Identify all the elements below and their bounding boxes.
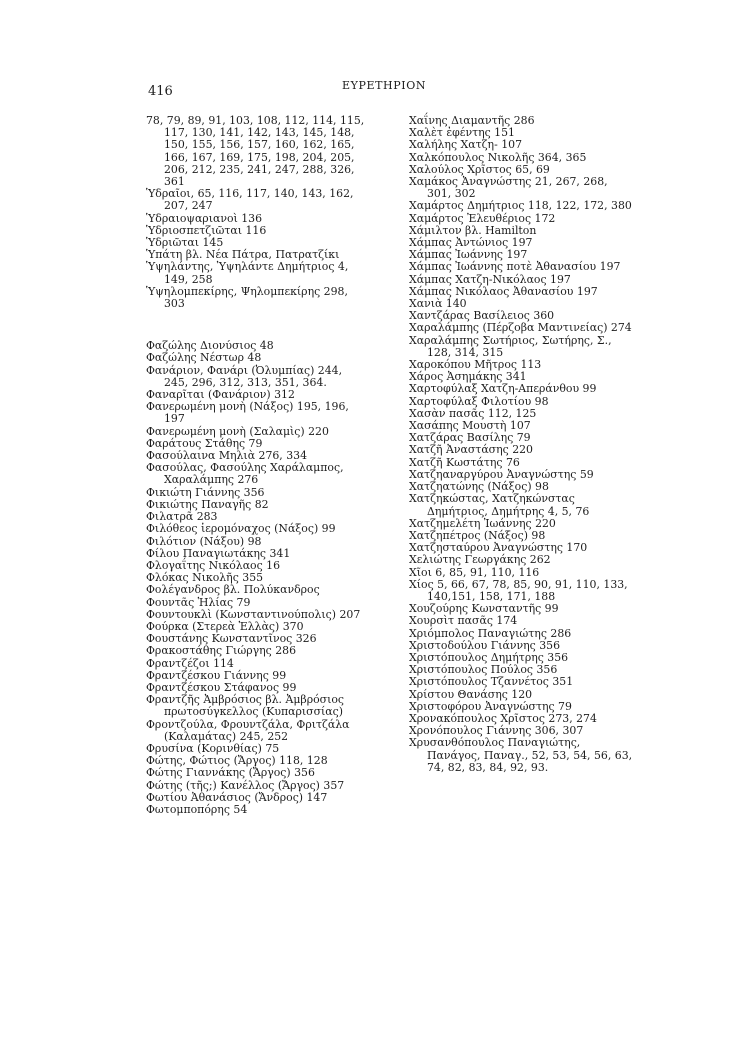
index-entry: Χουζούρης Κωνσταντῆς 99 (409, 602, 559, 616)
index-entry: Χριστόπουλος Πούλος 356 (409, 663, 558, 677)
index-entry: Χατζηατώνης (Νάξος) 98 (409, 480, 549, 494)
index-entry: Φρακοστάθης Γιώργης 286 (146, 644, 296, 658)
index-entry: Φιλόθεος ἱερομόναχος (Νάξος) 99 (146, 522, 336, 536)
index-entry: Φανάριον, Φανάρι (Ὀλυμπίας) 244, 245, 296, 312, 313, 351, 364. (146, 363, 343, 389)
index-entry: Χαροκόπου Μῆτρος 113 (409, 358, 542, 372)
index-entry: Χαντζάρας Βασίλειος 360 (409, 309, 555, 323)
index-entry: Χαλκόπουλος Νικολῆς 364, 365 (409, 150, 587, 164)
index-entry: Φανερωμένη μονὴ (Σαλαμὶς) 220 (146, 424, 329, 438)
page-title: ΕΥΡΕΤΗΡΙΟΝ (342, 79, 427, 92)
index-entry: Χατζηπέτρος (Νάξος) 98 (409, 528, 546, 542)
index-entry: Χαρτοφύλαξ Χατζη-Απεράνθου 99 (409, 382, 597, 396)
index-entry: Χαλούλος Χρῖστος 65, 69 (409, 162, 550, 176)
index-entry: Χάμπας Χατζη-Νικόλαος 197 (409, 272, 571, 286)
right-entries-ch (409, 115, 635, 774)
index-entry: Ὑδραιοψαριανοὶ 136 (146, 211, 263, 225)
index-entry: Χαραλάμπης (Πέρζοβα Μαντινείας) 274 (409, 321, 632, 335)
index-entry: Ὑδραῖοι, 65, 116, 117, 140, 143, 162, 207, 247 (146, 187, 354, 213)
index-entry: Χάμπας Ἀντώνιος 197 (409, 236, 533, 250)
index-entry: Χανιὰ 140 (409, 297, 467, 311)
index-entry: Χαμάρτος Δημήτριος 118, 122, 172, 380 (409, 199, 632, 213)
index-entry: Χριόμπολος Παναγιώτης 286 (409, 626, 572, 640)
index-entry: Φωτίου Ἀθανάσιος (Ἄνδρος) 147 (146, 790, 328, 804)
index-entry: Χουρσὶτ πασᾶς 174 (409, 614, 518, 628)
index-entry: Χριστόπουλος Τζαννέτος 351 (409, 675, 574, 689)
index-entry: Φαράτους Στάθης 79 (146, 436, 263, 450)
index-entry: Φραντζέσκου Γιάννης 99 (146, 668, 287, 682)
index-entry: Χρίστου Θανάσης 120 (409, 687, 533, 701)
index-entry: Χατζημελέτη Ἰωάννης 220 (409, 516, 556, 530)
index-entry: Ὑδριῶται 145 (146, 236, 224, 250)
index-entry: Χατζησταύρου Ἀναγνώστης 170 (409, 541, 588, 555)
index-entry: Ὑδριοσπετζιῶται 116 (146, 223, 267, 237)
left-column (146, 115, 368, 816)
index-entry: Φικιώτης Παναγῆς 82 (146, 497, 269, 511)
index-entry: Χρυσανθόπουλος Παναγιώτης, Πανάγος, Παναγ., 52, 53, 54, 56, 63, 74, 82, 83, 84, 92, 93. (409, 736, 633, 774)
index-entry: Φούρκα (Στερεὰ Ἑλλὰς) 370 (146, 619, 304, 633)
index-entry: Φραντζέζοι 114 (146, 656, 234, 670)
index-entry: Χάμπας Ἰωάννης ποτὲ Ἀθανασίου 197 (409, 260, 621, 274)
index-entry: Χαλήλης Χατζη- 107 (409, 138, 523, 152)
index-entry: Χαμάκος Ἀναγνώστης 21, 267, 268, 301, 302 (409, 175, 608, 201)
index-entry: Φραντζέσκου Στάφανος 99 (146, 680, 297, 694)
index-entry: Φολέγανδρος βλ. Πολύκανδρος (146, 583, 320, 597)
index-entry: Χαλὲτ ἐφέντης 151 (409, 126, 515, 140)
index-entry: Φλόκας Νικολῆς 355 (146, 571, 264, 585)
index-entry: Χάμπας Νικόλαος Ἀθανασίου 197 (409, 284, 598, 298)
left-entries-y (146, 115, 368, 310)
index-entry: Χατζηαναργύρου Ἀναγνώστης 59 (409, 467, 594, 481)
index-entry: Χριστοδούλου Γιάννης 356 (409, 638, 561, 652)
index-entry: Φρυσίνα (Κορινθίας) 75 (146, 741, 280, 755)
index-entry: Χριστόπουλος Δημήτρης 356 (409, 650, 569, 664)
index-entry: Ὑπάτη βλ. Νέα Πάτρα, Πατρατζίκι (146, 248, 340, 262)
index-entry: Χριστοφόρου Ἀναγνώστης 79 (409, 699, 572, 713)
index-entry: Χασάπης Μουστὴ 107 (409, 419, 531, 433)
index-entry: Φουντᾶς Ἡλίας 79 (146, 595, 251, 609)
index-entry: Χαραλάμπης Σωτήριος, Σωτήρης, Σ., 128, 314, 315 (409, 333, 612, 359)
index-entry: Χάρος Ἀσημάκης 341 (409, 370, 527, 384)
index-entry: Φαζώλης Διονύσιος 48 (146, 339, 274, 353)
index-entry: Χαμάρτος Ἐλευθέριος 172 (409, 211, 556, 225)
index-entry: Φραντζῆς Ἀμβρόσιος βλ. Ἀμβρόσιος πρωτοσύγκελλος (Κυπαρισσίας) (146, 693, 345, 719)
index-entry: Φίλου Παναγιωτάκης 341 (146, 546, 291, 560)
index-entry: Χατζηκώστας, Χατζηκώνστας Δημήτριος, Δημήτρης 4, 5, 76 (409, 492, 590, 518)
index-entry: Χρονόπουλος Γιάννης 306, 307 (409, 724, 584, 738)
index-entry: Φαζώλης Νέστωρ 48 (146, 351, 262, 365)
index-entry: Φώτης (τῆς;) Κανέλλος (Ἄργος) 357 (146, 778, 345, 792)
index-entry: Φουστάνης Κωνσταντῖνος 326 (146, 632, 317, 646)
index-entry: Φωτομποπόρης 54 (146, 802, 248, 816)
left-entries-f (146, 340, 368, 816)
index-entry: Ὑψηλάντης, Ὑψηλάντε Δημήτριος 4, 149, 258 (146, 260, 349, 286)
index-entry: Φικιώτη Γιάννης 356 (146, 485, 265, 499)
index-entry: Φώτης, Φώτιος (Ἄργος) 118, 128 (146, 754, 328, 768)
index-entry: Φώτης Γιαννάκης (Ἄργος) 356 (146, 766, 315, 780)
index-entry: Χελιώτης Γεωργάκης 262 (409, 553, 551, 567)
index-entry: Φασούλαινα Μηλιὰ 276, 334 (146, 449, 308, 463)
right-column (409, 115, 635, 774)
index-entry: Χατζάρας Βασίλης 79 (409, 431, 531, 445)
index-entry: Φιλότιον (Νάξου) 98 (146, 534, 262, 548)
index-entry: Χάμπας Ἰωάννης 197 (409, 248, 528, 262)
index-entry: Χαρτοφύλαξ Φιλοτίου 98 (409, 394, 549, 408)
index-entry: Χάμιλτον βλ. Hamilton (409, 223, 537, 237)
index-entry: Φανερωμένη μονὴ (Νάξος) 195, 196, 197 (146, 400, 349, 426)
index-entry: Ὑψηλομπεκίρης, Ψηλομπεκίρης 298, 303 (146, 284, 348, 311)
index-entry: Χαΐνης Διαμαντῆς 286 (409, 114, 535, 127)
index-entry: Χατζῆ Κωστάτης 76 (409, 455, 520, 469)
index-entry: Φροντζούλα, Φρουντζάλα, Φριτζάλα (Καλαμάτας) 245, 252 (146, 717, 350, 743)
index-entry: 78, 79, 89, 91, 103, 108, 112, 114, 115, 117, 130, 141, 142, 143, 145, 148, 150, 155, 156, 157, 160, 162, 165, 166, 167, 169, 175, 198, 204, 205, 206, 212, 235, 241, 247, 288, 326, 361 (146, 114, 365, 189)
index-entry: Χατζῆ Ἀναστάσης 220 (409, 443, 533, 457)
index-entry: Χῖοι 6, 85, 91, 110, 116 (409, 565, 540, 579)
section-gap (146, 310, 368, 340)
index-entry: Χασὰν πασᾶς 112, 125 (409, 406, 537, 420)
index-entry: Φιλατρᾶ 283 (146, 510, 218, 524)
index-entry: Φλογαΐτης Νικόλαος 16 (146, 558, 281, 572)
index-entry: Φασούλας, Φασούλης Χαράλαμπος, Χαραλάμπης 276 (146, 461, 344, 487)
page-number: 416 (148, 84, 173, 99)
index-entry: Φαναρῖται (Φανάριον) 312 (146, 388, 295, 402)
index-entry: Χίος 5, 66, 67, 78, 85, 90, 91, 110, 133, 140,151, 158, 171, 188 (409, 577, 628, 603)
index-entry: Φουντουκλὶ (Κωνσταντινούπολις) 207 (146, 607, 361, 621)
index-entry: Χρονακόπουλος Χρῖστος 273, 274 (409, 711, 597, 725)
